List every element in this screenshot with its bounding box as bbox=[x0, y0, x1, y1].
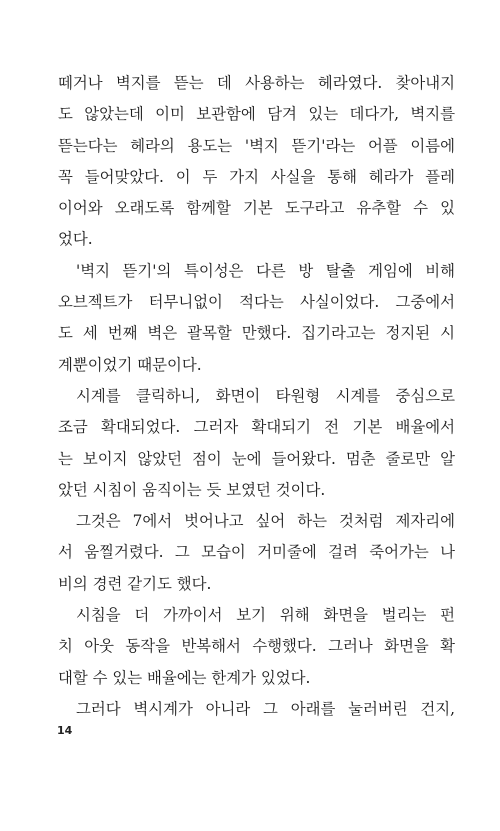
text-line: 조금 확대되었다. 그러자 확대되기 전 기본 배율에서 bbox=[58, 418, 455, 437]
text-line: 도 세 번째 벽은 괄목할 만했다. 집기라고는 정지된 시 bbox=[58, 324, 455, 343]
paragraph bbox=[58, 381, 455, 506]
text-line: 시침을 더 가까이서 보기 위해 화면을 벌리는 펀 bbox=[76, 606, 455, 625]
text-line: 이어와 오래도록 함께할 기본 도구라고 유추할 수 있 bbox=[58, 199, 455, 218]
text-line: 도 않았는데 이미 보관함에 담겨 있는 데다가, 벽지를 bbox=[58, 105, 455, 124]
text-line: 었다. bbox=[58, 230, 93, 249]
paragraph bbox=[58, 68, 455, 256]
text-line: 았던 시침이 움직이는 듯 보였던 것이다. bbox=[58, 480, 326, 499]
body-text bbox=[58, 68, 455, 725]
text-line: 그것은 7에서 벗어나고 싶어 하는 것처럼 제자리에 bbox=[76, 512, 455, 531]
text-line: '벽지 뜯기'의 특이성은 다른 방 탈출 게임에 비해 bbox=[76, 261, 455, 280]
text-line: 떼거나 벽지를 뜯는 데 사용하는 헤라였다. 찾아내지 bbox=[58, 74, 455, 92]
text-line: 꼭 들어맞았다. 이 두 가지 사실을 통해 헤라가 플레 bbox=[58, 167, 455, 186]
page-number: 14 bbox=[57, 724, 73, 737]
text-line: 오브젝트가 터무니없이 적다는 사실이었다. 그중에서 bbox=[58, 293, 455, 312]
text-line: 그러다 벽시계가 아니라 그 아래를 눌러버린 건지, bbox=[76, 699, 455, 718]
text-line: 비의 경련 같기도 했다. bbox=[58, 574, 212, 593]
text-line: 시계를 클릭하니, 화면이 타원형 시계를 중심으로 bbox=[76, 386, 455, 405]
paragraph bbox=[58, 256, 455, 381]
paragraph bbox=[58, 600, 455, 694]
text-line: 대할 수 있는 배율에는 한계가 있었다. bbox=[58, 668, 311, 687]
text-line: 뜯는다는 헤라의 용도는 '벽지 뜯기'라는 어플 이름에 bbox=[58, 136, 455, 155]
paragraph bbox=[58, 506, 455, 600]
text-line: 계뿐이었기 때문이다. bbox=[58, 355, 202, 374]
text-line: 는 보이지 않았던 점이 눈에 들어왔다. 멈춘 줄로만 알 bbox=[58, 449, 455, 468]
text-line: 서 움찔거렸다. 그 모습이 거미줄에 걸려 죽어가는 나 bbox=[58, 543, 455, 562]
text-line: 치 아웃 동작을 반복해서 수행했다. 그러나 화면을 확 bbox=[58, 637, 455, 656]
paragraph bbox=[58, 694, 455, 725]
